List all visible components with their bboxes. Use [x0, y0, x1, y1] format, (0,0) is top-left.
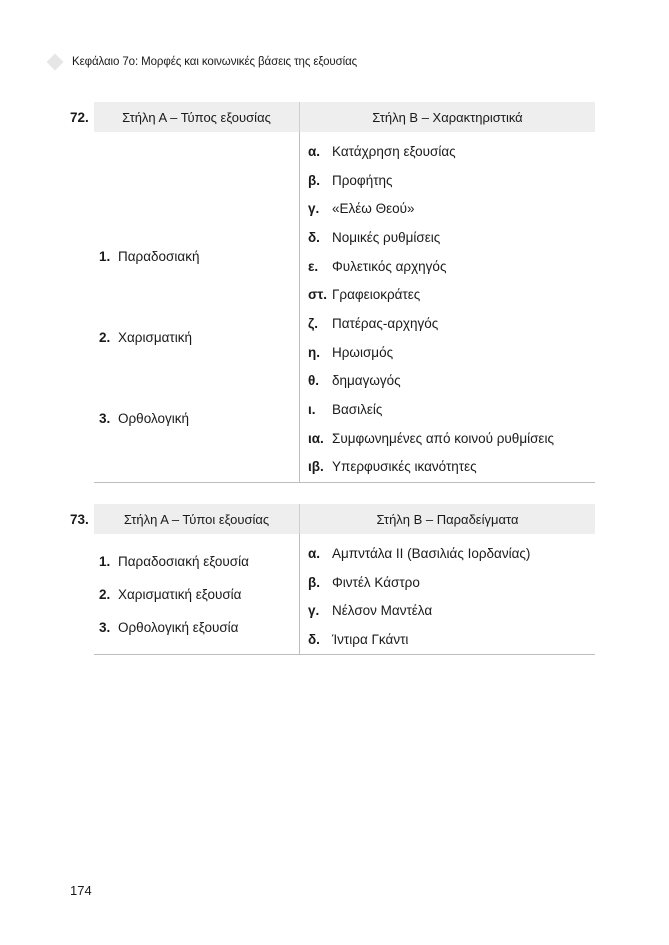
column-b-item — [300, 252, 595, 281]
column-b-item — [300, 568, 595, 597]
item-text: Ηρωισμός — [332, 344, 394, 360]
column-a-item — [99, 330, 192, 345]
column-a-header: Στήλη Α – Τύπος εξουσίας — [94, 102, 300, 132]
exercise-number: 73. — [70, 512, 89, 527]
item-text: Φιντέλ Κάστρο — [332, 574, 420, 590]
item-label: 2. — [99, 587, 111, 602]
item-label: στ. — [308, 287, 328, 303]
item-label: γ. — [308, 603, 320, 619]
matching-table — [94, 102, 595, 483]
table-header — [94, 504, 595, 534]
exercise-number: 72. — [70, 110, 89, 125]
item-label: δ. — [308, 229, 320, 245]
item-label: β. — [308, 574, 320, 590]
column-b-header: Στήλη Β – Χαρακτηριστικά — [372, 109, 523, 125]
column-b-item — [300, 137, 595, 166]
table-header — [94, 102, 595, 132]
item-label: ι. — [308, 402, 316, 418]
column-a-item — [99, 587, 241, 602]
column-b-item — [300, 223, 595, 252]
item-label: 1. — [99, 249, 111, 264]
item-text: Ορθολογική εξουσία — [118, 620, 239, 635]
column-a-header: Στήλη Α – Τύποι εξουσίας — [94, 504, 300, 534]
item-label: α. — [308, 545, 321, 561]
column-b-item — [300, 625, 595, 654]
item-text: Παραδοσιακή — [118, 249, 200, 264]
item-label: α. — [308, 143, 321, 159]
column-b-item — [300, 338, 595, 367]
column-a-item — [99, 249, 199, 264]
column-b-item — [300, 395, 595, 424]
item-text: Νέλσον Μαντέλα — [332, 603, 433, 619]
column-a — [94, 534, 300, 654]
item-label: 1. — [99, 554, 111, 569]
page-number: 174 — [70, 883, 92, 898]
diamond-icon — [47, 54, 64, 71]
item-label: ια. — [308, 430, 324, 446]
item-text: Ορθολογική — [118, 411, 190, 426]
item-text: Ίντιρα Γκάντι — [332, 631, 409, 647]
item-text: Βασιλείς — [332, 402, 383, 418]
item-label: δ. — [308, 631, 320, 647]
item-label: ιβ. — [308, 459, 324, 475]
item-label: ε. — [308, 258, 319, 274]
column-a-item — [99, 620, 238, 635]
item-label: 2. — [99, 330, 111, 345]
column-b-item — [300, 596, 595, 625]
item-label: 3. — [99, 620, 111, 635]
item-label: 3. — [99, 411, 111, 426]
item-text: Συμφωνημένες από κοινού ρυθμίσεις — [332, 430, 554, 446]
item-text: Υπερφυσικές ικανότητες — [332, 459, 477, 475]
column-b-item — [300, 424, 595, 453]
column-b-item — [300, 453, 595, 482]
item-text: Φυλετικός αρχηγός — [332, 258, 447, 274]
column-a — [94, 132, 300, 482]
item-text: Παραδοσιακή εξουσία — [118, 554, 249, 569]
item-label: γ. — [308, 201, 320, 217]
column-b-item — [300, 280, 595, 309]
item-label: θ. — [308, 373, 320, 389]
column-a-item — [99, 411, 189, 426]
item-text: Νομικές ρυθμίσεις — [332, 229, 441, 245]
column-b — [300, 132, 595, 482]
column-a-item — [99, 554, 249, 569]
item-text: Κατάχρηση εξουσίας — [332, 143, 456, 159]
item-text: «Ελέω Θεού» — [332, 201, 415, 217]
chapter-header — [46, 52, 357, 72]
item-label: β. — [308, 172, 320, 188]
item-text: δημαγωγός — [332, 373, 401, 389]
column-b-item — [300, 194, 595, 223]
table-body — [94, 132, 595, 483]
column-b-item — [300, 367, 595, 396]
item-text: Προφήτης — [332, 172, 393, 188]
chapter-title: Κεφάλαιο 7ο: Μορφές και κοινωνικές βάσεις της εξουσίας — [72, 56, 358, 68]
item-text: Χαρισματική εξουσία — [118, 587, 242, 602]
matching-table — [94, 504, 595, 655]
item-text: Γραφειοκράτες — [332, 287, 421, 303]
column-b-header: Στήλη Β – Παραδείγματα — [376, 511, 519, 527]
table-body — [94, 534, 595, 655]
item-text: Πατέρας-αρχηγός — [332, 315, 439, 331]
column-b-item — [300, 166, 595, 195]
column-b-item — [300, 309, 595, 338]
column-b-item — [300, 539, 595, 568]
item-text: Χαρισματική — [118, 330, 192, 345]
item-label: ζ. — [308, 315, 318, 331]
item-text: Αμπντάλα ΙΙ (Βασιλιάς Ιορδανίας) — [332, 545, 531, 561]
column-b — [300, 534, 595, 654]
item-label: η. — [308, 344, 320, 360]
